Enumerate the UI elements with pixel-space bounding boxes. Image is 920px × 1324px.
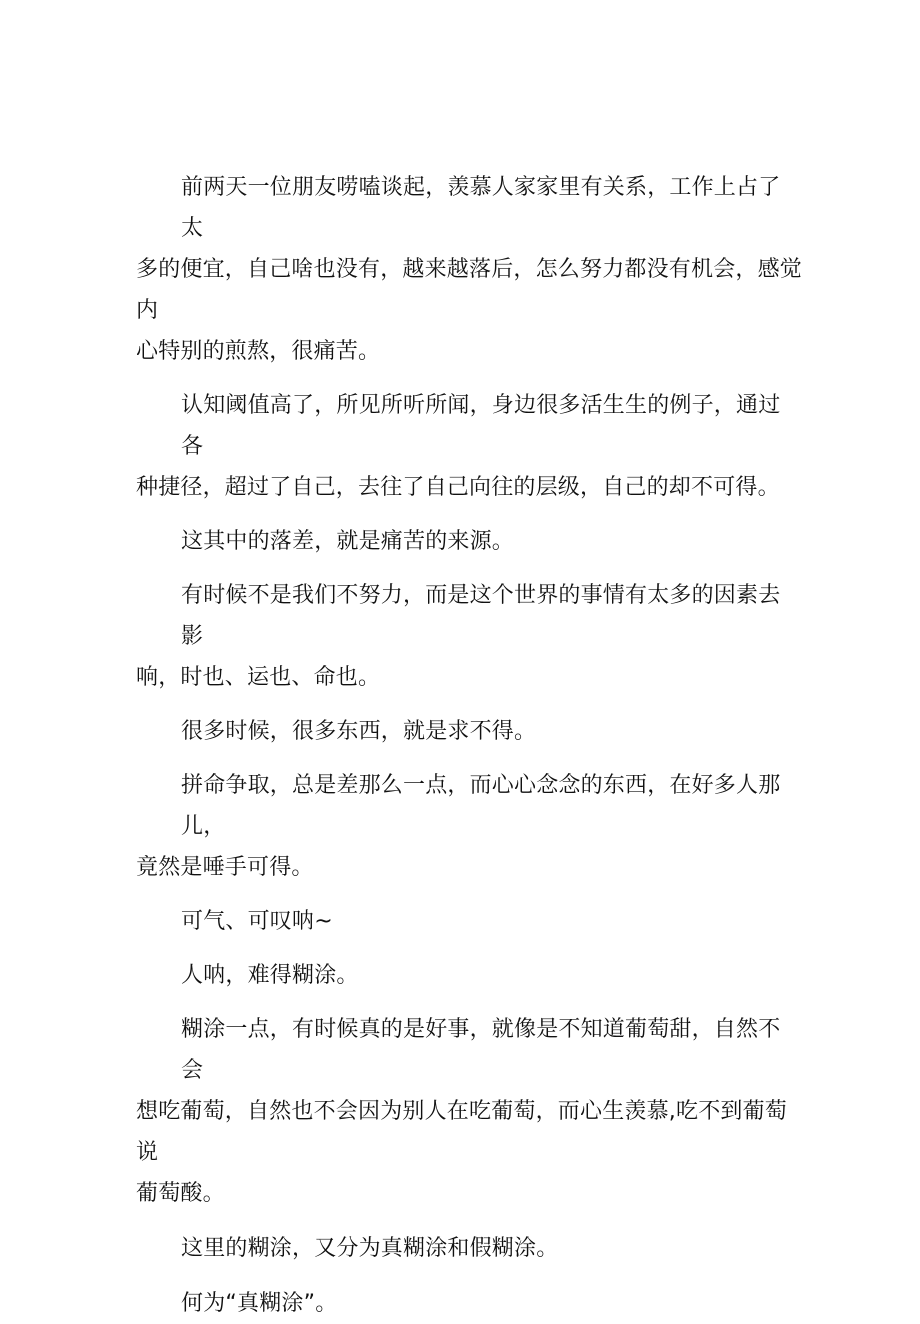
paragraph-11 <box>136 1283 802 1324</box>
document-body <box>136 167 802 1324</box>
paragraph-line: 糊涂一点，有时候真的是好事，就像是不知道葡萄甜，自然不会 <box>181 1017 781 1083</box>
paragraph-line: 很多时候，很多东西，就是求不得。 <box>181 719 537 744</box>
paragraph-line: 拼命争取，总是差那么一点，而心心念念的东西，在好多人那儿， <box>181 773 781 839</box>
paragraph-spacer <box>136 562 802 575</box>
paragraph-spacer <box>136 996 802 1009</box>
paragraph-spacer <box>136 752 802 765</box>
paragraph-line: 这其中的落差，就是痛苦的来源。 <box>181 529 515 554</box>
paragraph-line: 心特别的煎熬，很痛苦。 <box>136 339 381 364</box>
paragraph-line: 人呐，难得糊涂。 <box>181 963 359 988</box>
paragraph-line: 葡萄酸。 <box>136 1181 225 1206</box>
paragraph-spacer <box>136 888 802 901</box>
paragraph-9 <box>136 1009 802 1214</box>
paragraph-4 <box>136 575 802 698</box>
paragraph-10 <box>136 1228 802 1269</box>
paragraph-5 <box>136 711 802 752</box>
paragraph-line: 认知阈值高了，所见所听所闻，身边很多活生生的例子，通过各 <box>181 393 781 459</box>
paragraph-spacer <box>136 942 802 955</box>
paragraph-line: 前两天一位朋友唠嗑谈起，羡慕人家家里有关系，工作上占了太 <box>181 175 781 241</box>
paragraph-3 <box>136 521 802 562</box>
paragraph-line: 想吃葡萄，自然也不会因为别人在吃葡萄，而心生羡慕,吃不到葡萄说 <box>136 1099 787 1165</box>
paragraph-spacer <box>136 1269 802 1283</box>
paragraph-spacer <box>136 698 802 711</box>
paragraph-spacer <box>136 1214 802 1228</box>
paragraph-line: 种捷径，超过了自己，去往了自己向往的层级，自己的却不可得。 <box>136 475 780 500</box>
paragraph-6 <box>136 765 802 888</box>
paragraph-1 <box>136 167 802 372</box>
paragraph-line: 这里的糊涂，又分为真糊涂和假糊涂。 <box>181 1236 559 1261</box>
paragraph-line: 多的便宜，自己啥也没有，越来越落后，怎么努力都没有机会，感觉内 <box>136 257 803 323</box>
paragraph-line: 响，时也、运也、命也。 <box>136 665 381 690</box>
paragraph-line: 竟然是唾手可得。 <box>136 855 314 880</box>
paragraph-line: 有时候不是我们不努力，而是这个世界的事情有太多的因素去影 <box>181 583 781 649</box>
paragraph-8 <box>136 955 802 996</box>
paragraph-7 <box>136 901 802 942</box>
paragraph-spacer <box>136 508 802 521</box>
paragraph-line: 何为“真糊涂”。 <box>181 1291 338 1316</box>
paragraph-2 <box>136 385 802 508</box>
paragraph-spacer <box>136 372 802 385</box>
paragraph-line: 可气、可叹呐~ <box>181 909 333 934</box>
